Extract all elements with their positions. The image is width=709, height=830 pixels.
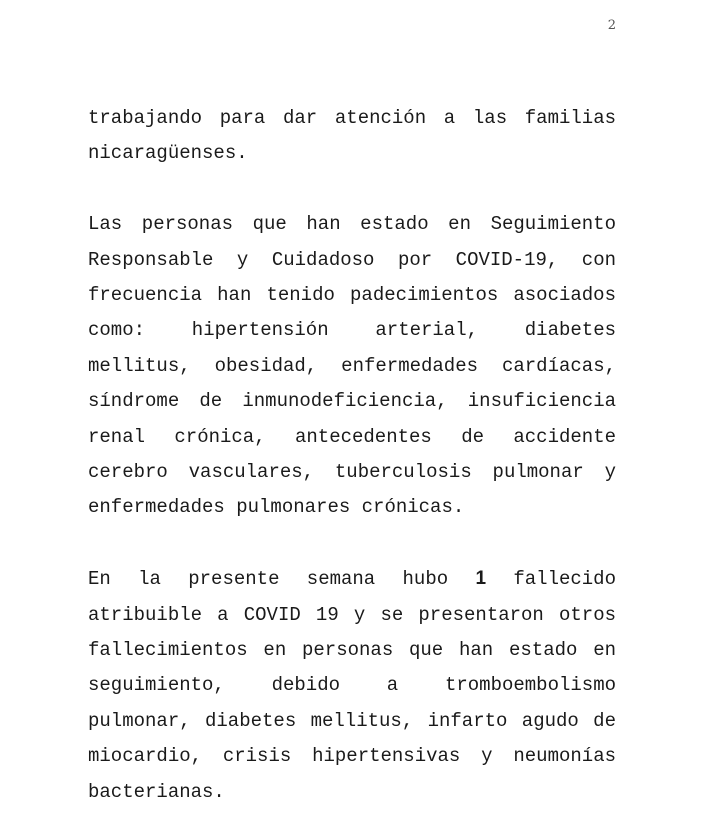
deaths-text-before: En la presente semana hubo (88, 568, 476, 591)
page-number: 2 (607, 18, 616, 33)
paragraph-intro-continuation: trabajando para dar atención a las familias nicaragüenses. (88, 107, 616, 165)
paragraph-comorbidities: Las personas que han estado en Seguimiento Responsable y Cuidadoso por COVID-19, con frecuencia han tenido padecimientos asociados como: hipertensión arterial, diabetes mellitus, obesidad, enfermedades cardíacas, síndrome de inmunodeficiencia, insuficiencia renal crónica, antecedentes de accidente cerebro vasculares, tuberculosis pulmonar y enfermedades pulmonares crónicas. (88, 213, 616, 519)
document-body (88, 101, 616, 810)
paragraph-deaths (88, 561, 616, 810)
deaths-text-after: fallecido atribuible a COVID 19 y se presentaron otros fallecimientos en personas que han estado en seguimiento, debido a tromboembolismo pulmonar, diabetes mellitus, infarto agudo de miocardio, crisis hipertensivas y neumonías bacterianas. (88, 568, 616, 803)
death-count: 1 (475, 568, 487, 590)
